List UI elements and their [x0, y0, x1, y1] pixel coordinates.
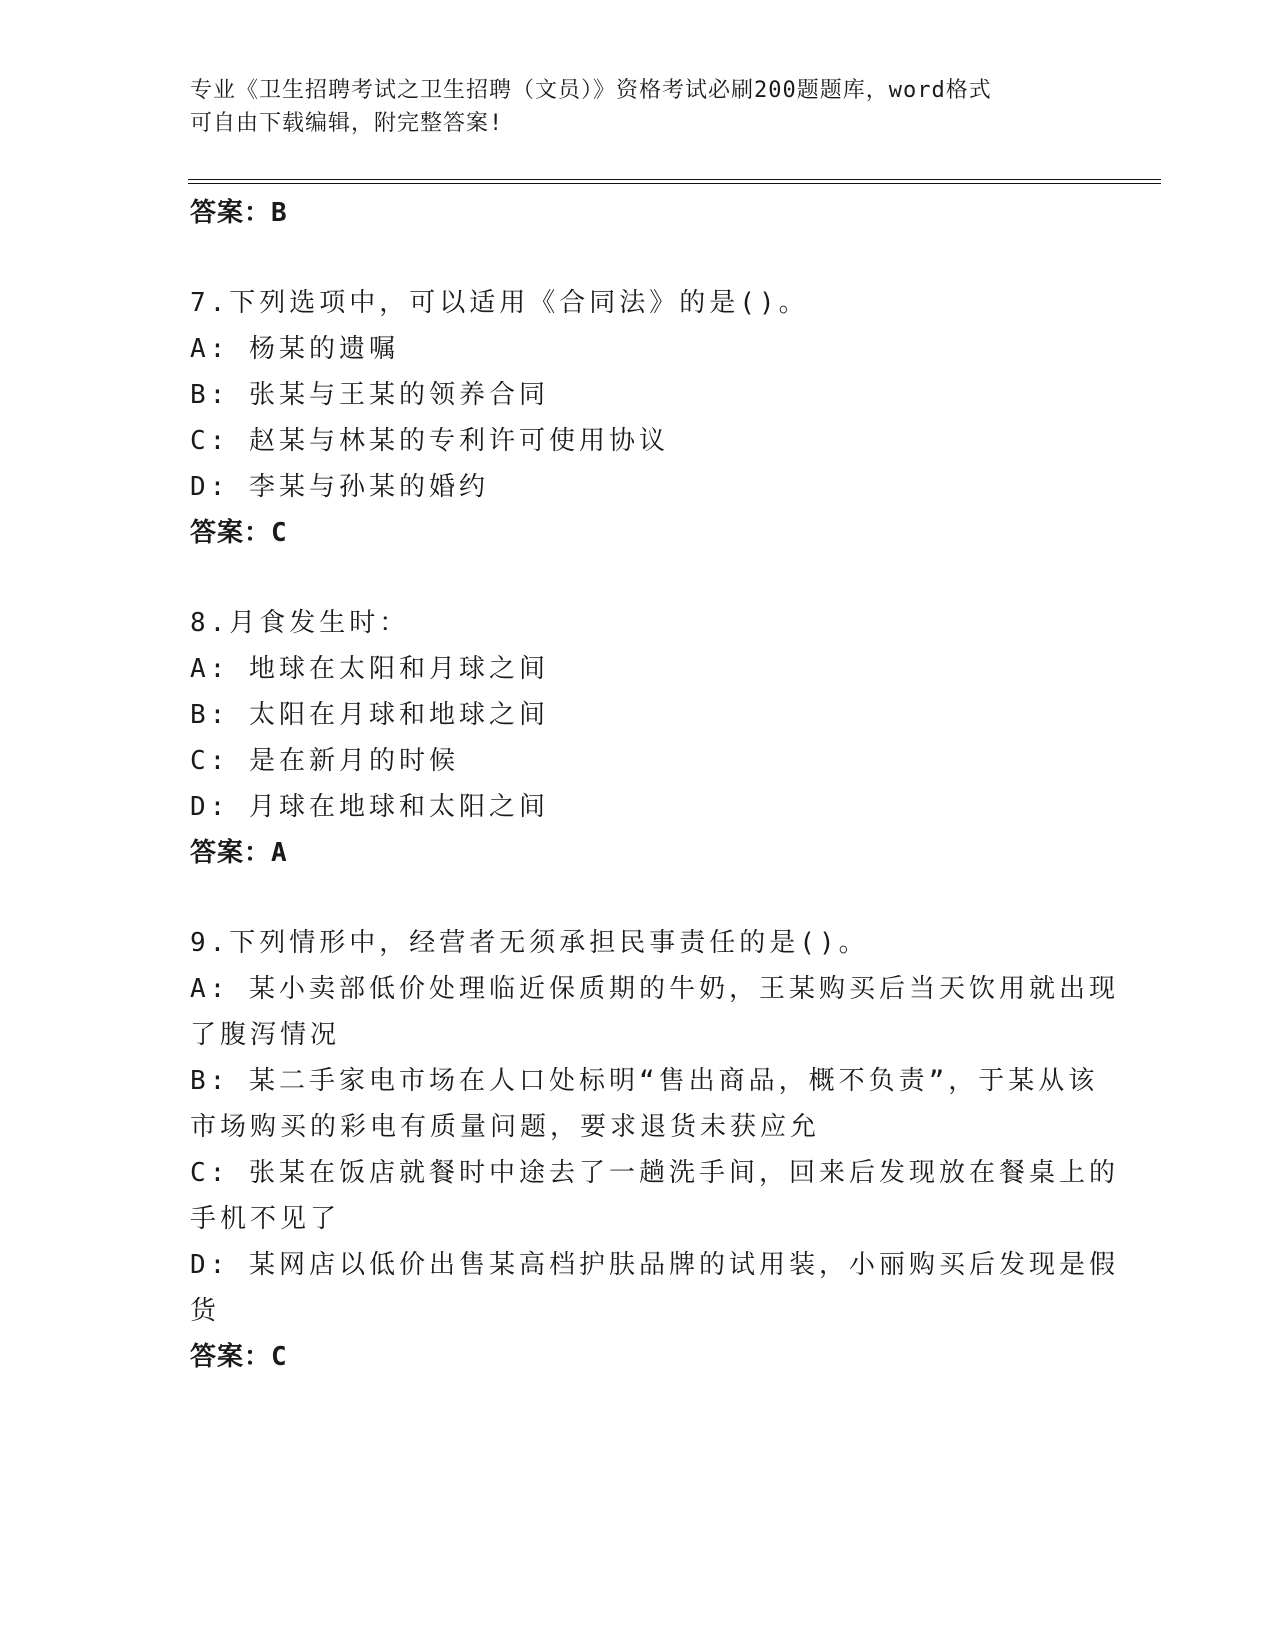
option-line: A: 地球在太阳和月球之间 — [190, 654, 549, 684]
question-stem: 8.月食发生时： — [190, 608, 410, 638]
option-line: C: 是在新月的时候 — [190, 746, 459, 776]
option-line: D: 李某与孙某的婚约 — [190, 472, 489, 502]
option-line: B: 某二手家电市场在人口处标明“售出商品，概不负责”，于某从该 — [190, 1066, 1099, 1096]
option-line: D: 月球在地球和太阳之间 — [190, 792, 549, 822]
answer-line: 答案：C — [190, 1342, 288, 1372]
document-header — [190, 74, 1090, 140]
question-block — [190, 920, 1119, 1380]
answer-line: 答案：C — [190, 518, 288, 548]
spacer — [190, 556, 1090, 600]
question-stem: 9.下列情形中，经营者无须承担民事责任的是()。 — [190, 928, 869, 958]
header-divider — [188, 183, 1161, 184]
header-line: 可自由下载编辑，附完整答案! — [190, 111, 504, 136]
question-list — [190, 190, 1119, 1380]
spacer — [190, 236, 1090, 280]
option-line: D: 某网店以低价出售某高档护肤品牌的试用装，小丽购买后发现是假 — [190, 1250, 1119, 1280]
question-stem: 7.下列选项中，可以适用《合同法》的是()。 — [190, 288, 809, 318]
answer-line: 答案：A — [190, 838, 288, 868]
option-line-continued: 市场购买的彩电有质量问题，要求退货未获应允 — [190, 1112, 821, 1142]
option-line: A: 某小卖部低价处理临近保质期的牛奶，王某购买后当天饮用就出现 — [190, 974, 1119, 1004]
option-line-continued: 了腹泻情况 — [190, 1020, 341, 1050]
option-line-continued: 手机不见了 — [190, 1204, 341, 1234]
option-line: C: 赵某与林某的专利许可使用协议 — [190, 426, 669, 456]
question-block — [190, 280, 1090, 556]
option-line: B: 太阳在月球和地球之间 — [190, 700, 549, 730]
spacer — [190, 876, 1090, 920]
header-line: 专业《卫生招聘考试之卫生招聘（文员）》资格考试必刷200题题库，word格式 — [190, 78, 992, 103]
question-block — [190, 600, 1090, 876]
option-line: B: 张某与王某的领养合同 — [190, 380, 549, 410]
option-line: C: 张某在饭店就餐时中途去了一趟洗手间，回来后发现放在餐桌上的 — [190, 1158, 1119, 1188]
header-divider — [188, 179, 1161, 180]
option-line-continued: 货 — [190, 1296, 221, 1326]
answer-line: 答案：B — [190, 198, 288, 228]
option-line: A: 杨某的遗嘱 — [190, 334, 399, 364]
